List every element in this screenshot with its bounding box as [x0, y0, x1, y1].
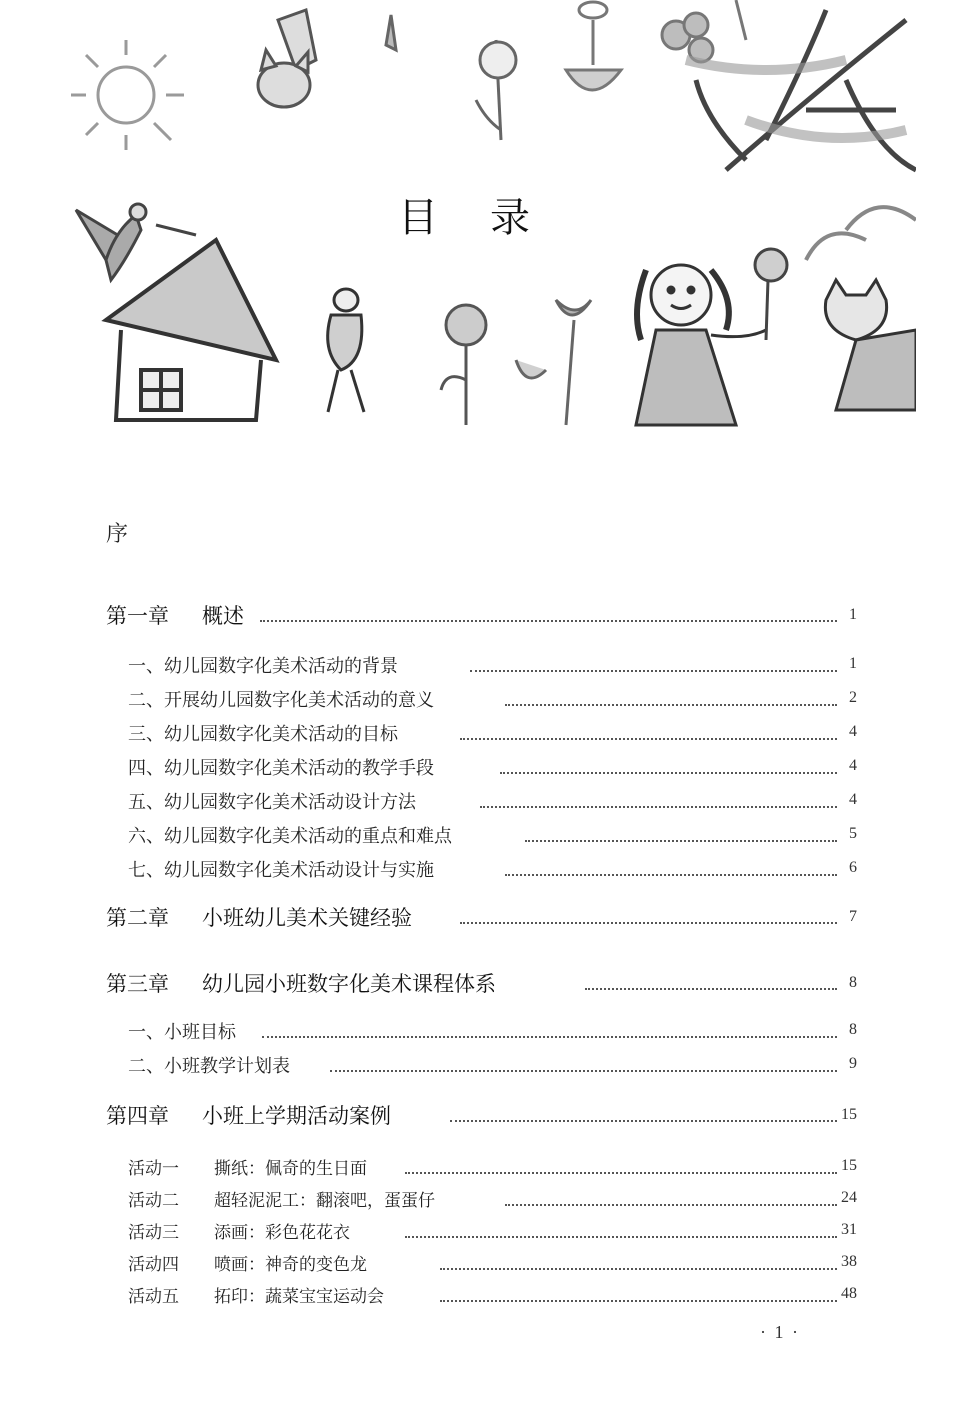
toc-section[interactable] — [0, 686, 977, 718]
toc-section[interactable] — [0, 856, 977, 888]
leader-dots — [460, 922, 837, 924]
leader-dots — [262, 1036, 837, 1038]
chapter-label — [106, 968, 500, 998]
section-title: 一、幼儿园数字化美术活动的背景 — [128, 652, 402, 678]
section-title: 五、幼儿园数字化美术活动设计方法 — [128, 788, 420, 814]
activity-title: 拓印：蔬菜宝宝运动会 — [214, 1287, 384, 1307]
cat-drawing-top — [258, 10, 316, 107]
leader-dots — [505, 874, 837, 876]
leader-dots — [525, 840, 837, 842]
activity-label — [128, 1282, 388, 1307]
page-number: 1 — [849, 606, 857, 623]
activity-label — [128, 1218, 354, 1243]
chapter-label — [106, 902, 416, 932]
leader-dots — [585, 988, 837, 990]
leader-dots — [500, 772, 837, 774]
toc-activity[interactable] — [0, 1218, 977, 1250]
leader-dots — [480, 806, 837, 808]
chapter-title: 小班上学期活动案例 — [202, 1104, 391, 1128]
chapter-number: 第二章 — [106, 906, 169, 930]
toc-section[interactable] — [0, 1018, 977, 1050]
chapter-title: 幼儿园小班数字化美术课程体系 — [202, 972, 496, 996]
chapter-label — [106, 600, 248, 630]
toc-section[interactable] — [0, 720, 977, 752]
page-number: 4 — [849, 723, 857, 740]
chapter-number: 第一章 — [106, 604, 169, 628]
activity-title: 撕纸：佩奇的生日面 — [214, 1159, 367, 1179]
page-number: 31 — [841, 1221, 857, 1238]
toc-activity[interactable] — [0, 1282, 977, 1314]
folio-page-number: · 1 · — [760, 1322, 800, 1342]
activity-number: 活动五 — [128, 1287, 179, 1307]
bowl-drawing — [566, 2, 621, 90]
page-number: 4 — [849, 791, 857, 808]
page-number: 24 — [841, 1189, 857, 1206]
toc-chapter-1[interactable] — [0, 600, 977, 632]
page-number: 8 — [849, 1021, 857, 1038]
leader-dots — [330, 1070, 837, 1072]
page-number: 48 — [841, 1285, 857, 1302]
leader-dots — [260, 620, 837, 622]
leader-dots — [460, 738, 837, 740]
page-number: 6 — [849, 859, 857, 876]
leader-dots — [440, 1268, 837, 1270]
chapter-title: 概述 — [202, 604, 244, 628]
section-title: 二、小班教学计划表 — [128, 1052, 294, 1078]
leader-dots — [405, 1236, 837, 1238]
toc-chapter-4[interactable] — [0, 1100, 977, 1132]
toc-section[interactable] — [0, 652, 977, 684]
section-title: 六、幼儿园数字化美术活动的重点和难点 — [128, 822, 456, 848]
page-number: 8 — [849, 974, 857, 991]
toc-section[interactable] — [0, 1052, 977, 1084]
flower-drawing-middle — [441, 305, 486, 425]
cat-drawing-right — [825, 280, 916, 410]
leader-dots — [450, 1120, 837, 1122]
section-title: 四、幼儿园数字化美术活动的教学手段 — [128, 754, 438, 780]
penguin-drawing — [328, 289, 364, 412]
activity-label — [128, 1154, 371, 1179]
plant-drawing-top — [386, 15, 516, 140]
toc-section[interactable] — [0, 754, 977, 786]
section-title: 三、幼儿园数字化美术活动的目标 — [128, 720, 402, 746]
activity-number: 活动三 — [128, 1223, 179, 1243]
tulip-drawing — [516, 300, 591, 425]
chapter-number: 第四章 — [106, 1104, 169, 1128]
section-title: 二、开展幼儿园数字化美术活动的意义 — [128, 686, 438, 712]
section-title: 一、小班目标 — [128, 1018, 240, 1044]
activity-label — [128, 1250, 371, 1275]
activity-label — [128, 1186, 439, 1211]
toc-activity[interactable] — [0, 1154, 977, 1186]
flower-drawing-held — [755, 249, 787, 340]
toc-activity[interactable] — [0, 1250, 977, 1282]
activity-title: 超轻泥泥工：翻滚吧，蛋蛋仔 — [214, 1191, 435, 1211]
house-drawing — [106, 240, 276, 420]
toc-chapter-2[interactable] — [0, 902, 977, 934]
page-number: 9 — [849, 1055, 857, 1072]
page-number: 38 — [841, 1253, 857, 1270]
leader-dots — [405, 1172, 837, 1174]
page-number: 4 — [849, 757, 857, 774]
chapter-number: 第三章 — [106, 972, 169, 996]
leader-dots — [505, 1204, 837, 1206]
flower-drawing-top — [662, 0, 746, 62]
activity-title: 添画：彩色花花衣 — [214, 1223, 350, 1243]
page-number: 1 — [849, 655, 857, 672]
toc-section[interactable] — [0, 788, 977, 820]
toc-activity[interactable] — [0, 1186, 977, 1218]
grass-drawing — [806, 207, 916, 260]
page-title: 目录 — [398, 195, 582, 241]
activity-title: 喷画：神奇的变色龙 — [214, 1255, 367, 1275]
page-number: 5 — [849, 825, 857, 842]
leader-dots — [505, 704, 837, 706]
leader-dots — [470, 670, 837, 672]
activity-number: 活动四 — [128, 1255, 179, 1275]
preface-entry[interactable]: 序 — [106, 522, 129, 547]
tree-branches-drawing — [696, 10, 916, 170]
girl-drawing — [636, 265, 766, 425]
page-number: 2 — [849, 689, 857, 706]
page-number: 15 — [841, 1157, 857, 1174]
toc-chapter-3[interactable] — [0, 968, 977, 1000]
toc-section[interactable] — [0, 822, 977, 854]
chapter-label — [106, 1100, 395, 1130]
page-number: 7 — [849, 908, 857, 925]
leader-dots — [440, 1300, 837, 1302]
page-number: 15 — [841, 1106, 857, 1123]
sun-drawing — [71, 40, 184, 150]
chapter-title: 小班幼儿美术关键经验 — [202, 906, 412, 930]
section-title: 七、幼儿园数字化美术活动设计与实施 — [128, 856, 438, 882]
activity-number: 活动二 — [128, 1191, 179, 1211]
activity-number: 活动一 — [128, 1159, 179, 1179]
